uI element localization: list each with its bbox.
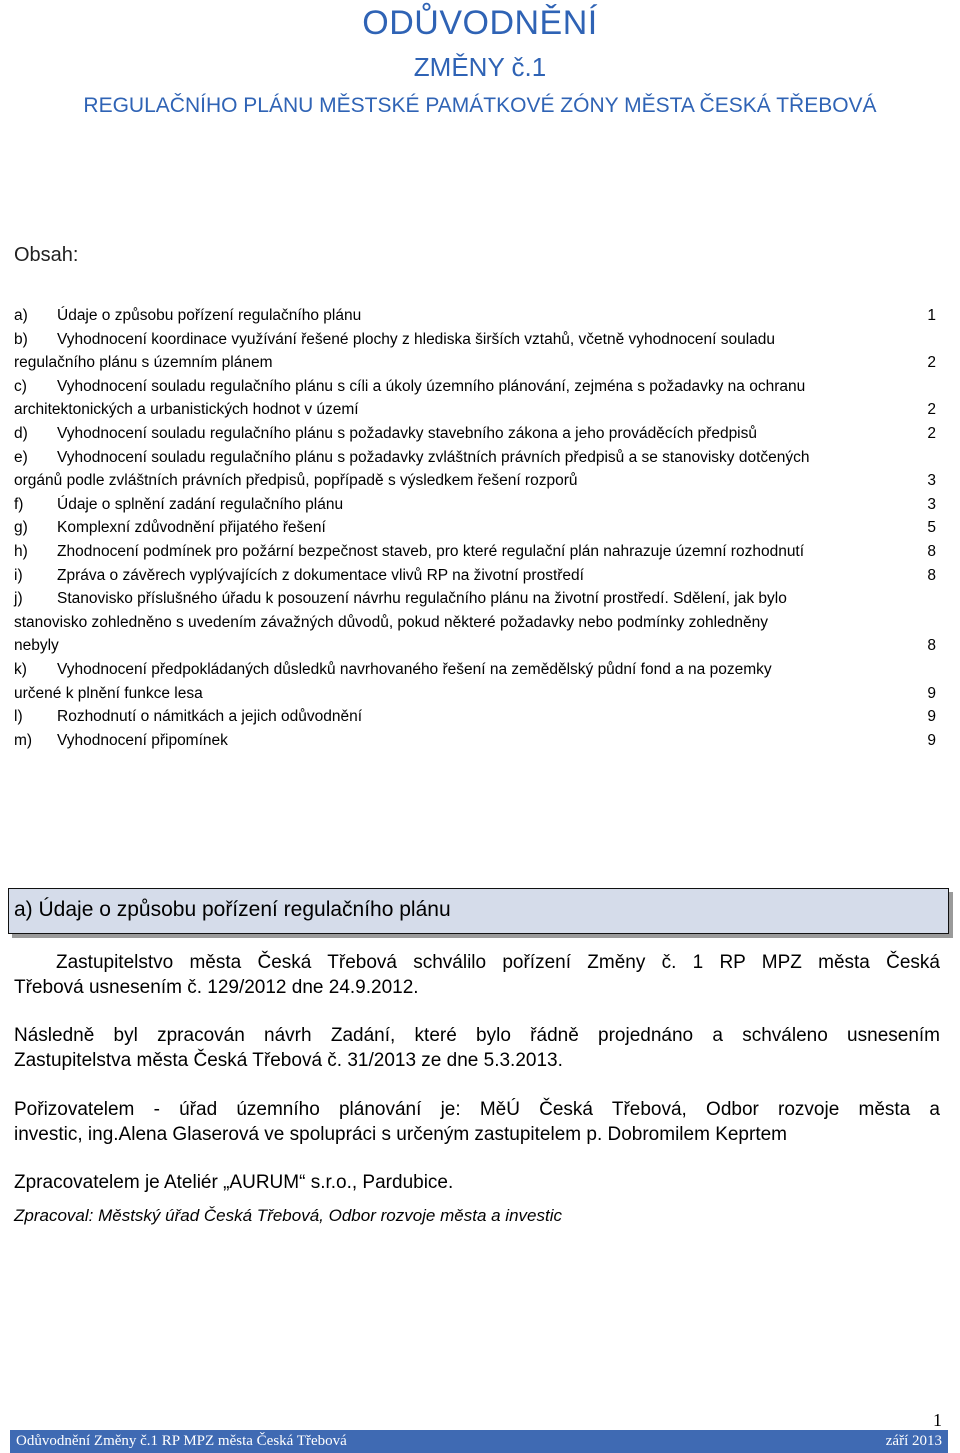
footer-document-name: Odůvodnění Změny č.1 RP MPZ města Česká Třebová <box>16 1433 347 1449</box>
toc-entry-page: 3 <box>927 495 936 513</box>
toc-entry-text: Zpráva o závěrech vyplývajících z dokumentace vlivů RP na životní prostředí <box>57 566 584 584</box>
paragraph-line: Zastupitelstva města Česká Třebová č. 31/2013 ze dne 5.3.2013. <box>14 1050 563 1071</box>
paragraph-line: Zpracovatelem je Ateliér „AURUM“ s.r.o., Pardubice. <box>14 1172 454 1193</box>
toc-entry-letter: k) <box>14 661 27 678</box>
toc-entry-text: nebyly <box>14 637 59 655</box>
toc-entry-text: Komplexní zdůvodnění přijatého řešení <box>57 519 326 537</box>
footer-date: září 2013 <box>885 1433 942 1449</box>
toc-entry-letter: f) <box>14 495 24 513</box>
toc-entry-letter: c) <box>14 377 27 395</box>
toc-entry-text: Vyhodnocení připomínek <box>57 731 228 749</box>
footer-bar <box>10 1430 948 1453</box>
paragraph-line: investic, ing.Alena Glaserová ve spolupráci s určeným zastupitelem p. Dobromilem Keprtem <box>14 1124 787 1145</box>
section-heading: a) Údaje o způsobu pořízení regulačního plánu <box>14 898 451 921</box>
toc-entry-line <box>14 446 936 470</box>
toc-entry-letter: i) <box>14 566 23 584</box>
toc-entry-text: stanovisko zohledněno s uvedením závažných důvodů, pokud některé požadavky nebo podmínky zohledněny <box>14 613 768 631</box>
paragraph-approval <box>14 950 940 1000</box>
toc-entry-line <box>14 634 936 658</box>
toc-entry-letter: g) <box>14 519 28 537</box>
toc-entry-text: Údaje o způsobu pořízení regulačního plánu <box>57 307 362 324</box>
toc-entry-line <box>14 564 936 588</box>
toc-entry-line <box>14 398 936 422</box>
toc-entry-page: 9 <box>927 684 936 702</box>
toc-entry-letter: d) <box>14 425 28 442</box>
toc-entry-text: Údaje o splnění zadání regulačního plánu <box>57 495 344 513</box>
toc-entry-page: 8 <box>927 543 936 560</box>
toc-entry-line <box>14 540 936 564</box>
toc-entry-page: 5 <box>927 519 936 537</box>
toc-entry-letter: a) <box>14 307 28 324</box>
toc-entry-letter: h) <box>14 543 28 560</box>
toc-entry-line <box>14 493 936 517</box>
document-subtitle-change: ZMĚNY č.1 <box>413 52 547 82</box>
toc-entry-line <box>14 611 936 635</box>
document-title: ODŮVODNĚNÍ <box>362 4 598 42</box>
paragraph-assignment <box>14 1023 940 1073</box>
toc-entry-page: 8 <box>927 637 936 655</box>
toc-entry-letter: e) <box>14 448 28 466</box>
toc-entry-text: regulačního plánu s územním plánem <box>14 354 273 372</box>
page-number: 1 <box>933 1410 942 1430</box>
toc-entry-line <box>14 658 936 682</box>
toc-entry-line <box>14 682 936 706</box>
paragraph-processor <box>14 1170 940 1195</box>
toc-entry-text: Vyhodnocení souladu regulačního plánu s cíli a úkoly územního plánování, zejména s požadavky na ochranu <box>57 377 806 395</box>
toc-entry-line <box>14 351 936 375</box>
toc-entry-page: 9 <box>927 708 936 726</box>
toc-entry-line <box>14 328 936 352</box>
toc-entry-page: 3 <box>927 472 936 490</box>
paragraph-line: Zastupitelstvo města Česká Třebová schválilo pořízení Změny č. 1 RP MPZ města Česká <box>56 952 940 973</box>
toc-entry-line <box>14 516 936 540</box>
toc-entry-page: 2 <box>927 425 936 442</box>
paragraph-acquirer <box>14 1097 940 1147</box>
toc-entry-text: Stanovisko příslušného úřadu k posouzení návrhu regulačního plánu na životní prostředí. Sdělení, jak bylo <box>57 590 787 608</box>
toc-entry-page: 8 <box>927 566 936 584</box>
toc-entry-text: architektonických a urbanistických hodnot v území <box>14 401 359 419</box>
toc-entry-text: orgánů podle zvláštních právních předpisů, popřípadě s výsledkem řešení rozporů <box>14 472 578 490</box>
paragraph-line: Třebová usnesením č. 129/2012 dne 24.9.2012. <box>14 977 419 998</box>
toc-entry-line <box>14 587 936 611</box>
toc-entry-line <box>14 469 936 493</box>
paragraph-line: Pořizovatelem - úřad územního plánování je: MěÚ Česká Třebová, Odbor rozvoje města a <box>14 1099 940 1120</box>
document-subtitle-plan: REGULAČNÍHO PLÁNU MĚSTSKÉ PAMÁTKOVÉ ZÓNY MĚSTA ČESKÁ TŘEBOVÁ <box>83 94 877 117</box>
toc-entry-letter: b) <box>14 330 28 348</box>
toc-entry-text: Vyhodnocení předpokládaných důsledků navrhovaného řešení na zemědělský půdní fond a na pozemky <box>57 661 772 678</box>
toc-entry-text: Zhodnocení podmínek pro požární bezpečnost staveb, pro které regulační plán nahrazuje územní rozhodnutí <box>57 543 805 560</box>
processed-by-note: Zpracoval: Městský úřad Česká Třebová, Odbor rozvoje města a investic <box>14 1206 562 1225</box>
paragraph-line: Následně byl zpracován návrh Zadání, které bylo řádně projednáno a schváleno usnesením <box>14 1025 940 1046</box>
contents-label: Obsah: <box>14 244 79 266</box>
toc-entry-text: Vyhodnocení koordinace využívání řešené plochy z hlediska širších vztahů, včetně vyhodnocení souladu <box>57 330 776 348</box>
toc-entry-page: 2 <box>927 354 936 372</box>
toc-entry-letter: j) <box>14 590 23 608</box>
toc-entry-text: určené k plnění funkce lesa <box>14 684 203 702</box>
toc-entry-line <box>14 375 936 399</box>
toc-entry-text: Vyhodnocení souladu regulačního plánu s požadavky zvláštních právních předpisů a se stanovisky dotčených <box>57 448 810 466</box>
toc-entry-text: Vyhodnocení souladu regulačního plánu s požadavky stavebního zákona a jeho prováděcích předpisů <box>57 425 757 442</box>
toc-entry-line <box>14 705 936 729</box>
toc-entry-text: Rozhodnutí o námitkách a jejich odůvodnění <box>57 708 363 726</box>
toc-entry-line <box>14 304 936 328</box>
toc-entry-page: 1 <box>927 307 936 324</box>
toc-entry-letter: m) <box>14 731 33 749</box>
toc-entry-page: 9 <box>927 731 936 749</box>
toc-entry-page: 2 <box>927 401 936 419</box>
toc-entry-line <box>14 729 936 753</box>
toc-entry-line <box>14 422 936 446</box>
toc-entry-letter: l) <box>14 708 23 726</box>
